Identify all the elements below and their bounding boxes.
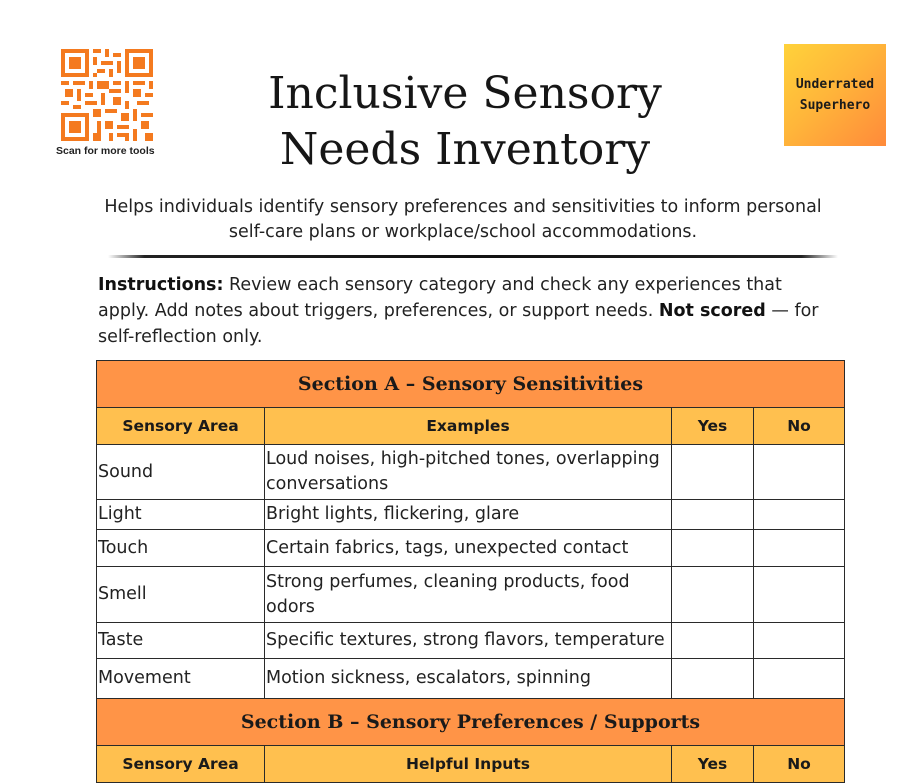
row-area: Smell: [97, 567, 265, 623]
row-examples: Certain fabrics, tags, unexpected contact: [265, 530, 672, 567]
no-checkbox-cell[interactable]: [754, 623, 845, 659]
no-checkbox-cell[interactable]: [754, 530, 845, 567]
row-examples: Loud noises, high-pitched tones, overlapping conversations: [265, 445, 672, 500]
row-examples: Bright lights, flickering, glare: [265, 500, 672, 530]
table-row: [97, 445, 845, 500]
table-row: [97, 567, 845, 623]
yes-checkbox-cell[interactable]: [672, 530, 754, 567]
section-b-title: Section B – Sensory Preferences / Supports: [97, 699, 845, 746]
section-b-header-inputs: Helpful Inputs: [265, 746, 672, 783]
yes-checkbox-cell[interactable]: [672, 659, 754, 699]
logo-line-2: Superhero: [799, 98, 871, 113]
qr-code-icon: [61, 49, 153, 141]
section-b-header-area: Sensory Area: [97, 746, 265, 783]
row-area: Light: [97, 500, 265, 530]
row-area: Sound: [97, 445, 265, 500]
table-row: [97, 659, 845, 699]
title-line-1: Inclusive Sensory: [268, 68, 662, 119]
table-row: [97, 623, 845, 659]
table-row: [97, 530, 845, 567]
instructions-label: Instructions:: [98, 275, 224, 295]
divider-rule: [108, 255, 838, 258]
instructions-emphasis: Not scored: [658, 301, 766, 321]
row-examples: Motion sickness, escalators, spinning: [265, 659, 672, 699]
section-a-header-area: Sensory Area: [97, 408, 265, 445]
no-checkbox-cell[interactable]: [754, 445, 845, 500]
instructions-text-2: — for self-reflection only.: [98, 301, 819, 347]
section-a-header-examples: Examples: [265, 408, 672, 445]
row-area: Movement: [97, 659, 265, 699]
instructions: [98, 272, 838, 350]
yes-checkbox-cell[interactable]: [672, 445, 754, 500]
table-row: [97, 500, 845, 530]
section-a-header-yes: Yes: [672, 408, 754, 445]
row-examples: Specific textures, strong flavors, temperature: [265, 623, 672, 659]
title-line-2: Needs Inventory: [279, 124, 651, 175]
brand-logo: [784, 44, 886, 146]
yes-checkbox-cell[interactable]: [672, 500, 754, 530]
section-b-header-yes: Yes: [672, 746, 754, 783]
subtitle-line-2: self-care plans or workplace/school accommodations.: [228, 222, 698, 242]
row-area: Taste: [97, 623, 265, 659]
row-area: Touch: [97, 530, 265, 567]
yes-checkbox-cell[interactable]: [672, 567, 754, 623]
subtitle-line-1: Helps individuals identify sensory preferences and sensitivities to inform personal: [104, 197, 822, 217]
section-a-header-no: No: [754, 408, 845, 445]
page-title: [230, 66, 700, 178]
section-a-title: Section A – Sensory Sensitivities: [97, 361, 845, 408]
logo-line-1: Underrated: [795, 77, 875, 92]
row-examples: Strong perfumes, cleaning products, food odors: [265, 567, 672, 623]
no-checkbox-cell[interactable]: [754, 500, 845, 530]
page-subtitle: [80, 195, 846, 245]
no-checkbox-cell[interactable]: [754, 659, 845, 699]
section-b-header-no: No: [754, 746, 845, 783]
instructions-text-1: Review each sensory category and check any experiences that apply. Add notes about triggers, preferences, or support needs.: [98, 275, 782, 321]
qr-caption: Scan for more tools: [56, 145, 155, 157]
no-checkbox-cell[interactable]: [754, 567, 845, 623]
inventory-table: [96, 360, 845, 783]
yes-checkbox-cell[interactable]: [672, 623, 754, 659]
